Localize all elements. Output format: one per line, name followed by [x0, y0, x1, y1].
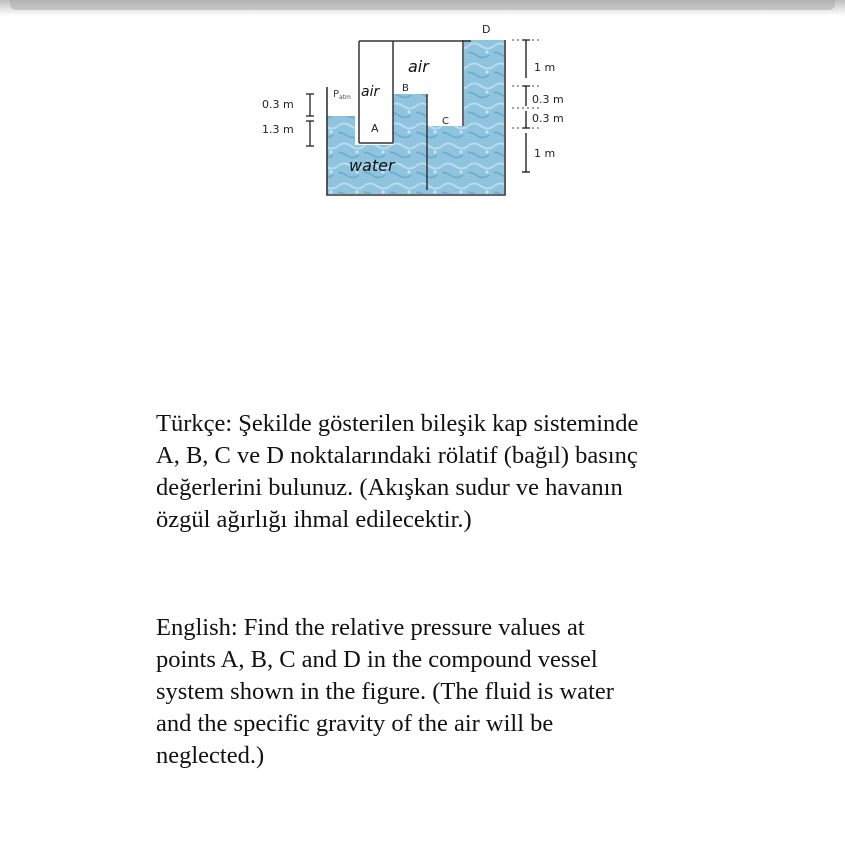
problem-text-turkish: Türkçe: Şekilde gösterilen bileşik kap sisteminde A, B, C ve D noktalarındaki rölatif (bağıl) basınç değerlerini bulunuz. (Akışkan sudur ve havanın özgül ağırlığı ihmal edilecektir.) — [156, 410, 639, 533]
left-dimension-lines — [306, 94, 314, 146]
point-label-a: A — [371, 122, 379, 135]
dim-right-0-3m-lower: 0.3 m — [532, 112, 564, 125]
problem-text-english: English: Find the relative pressure values at points A, B, C and D in the compound vessel system shown in the figure. (The fluid is water and the specific gravity of the air will be neglected.) — [156, 614, 614, 769]
point-label-c: C — [442, 116, 449, 127]
compound-vessel-figure — [0, 0, 845, 400]
dim-right-1m-bottom: 1 m — [534, 147, 556, 160]
right-dimension-lines — [522, 40, 530, 172]
point-label-d: D — [482, 23, 491, 36]
dim-right-0-3m-upper: 0.3 m — [532, 93, 564, 106]
water-label: water — [349, 156, 395, 175]
dim-left-0-3m: 0.3 m — [262, 98, 294, 111]
dim-left-1-3m: 1.3 m — [262, 123, 294, 136]
point-label-b: B — [402, 83, 409, 94]
dim-right-1m-top: 1 m — [534, 61, 556, 74]
atmospheric-pressure-label: $P_{atm}$ — [333, 89, 351, 101]
air-label-left: air — [361, 84, 380, 100]
air-label-top: air — [408, 57, 429, 76]
